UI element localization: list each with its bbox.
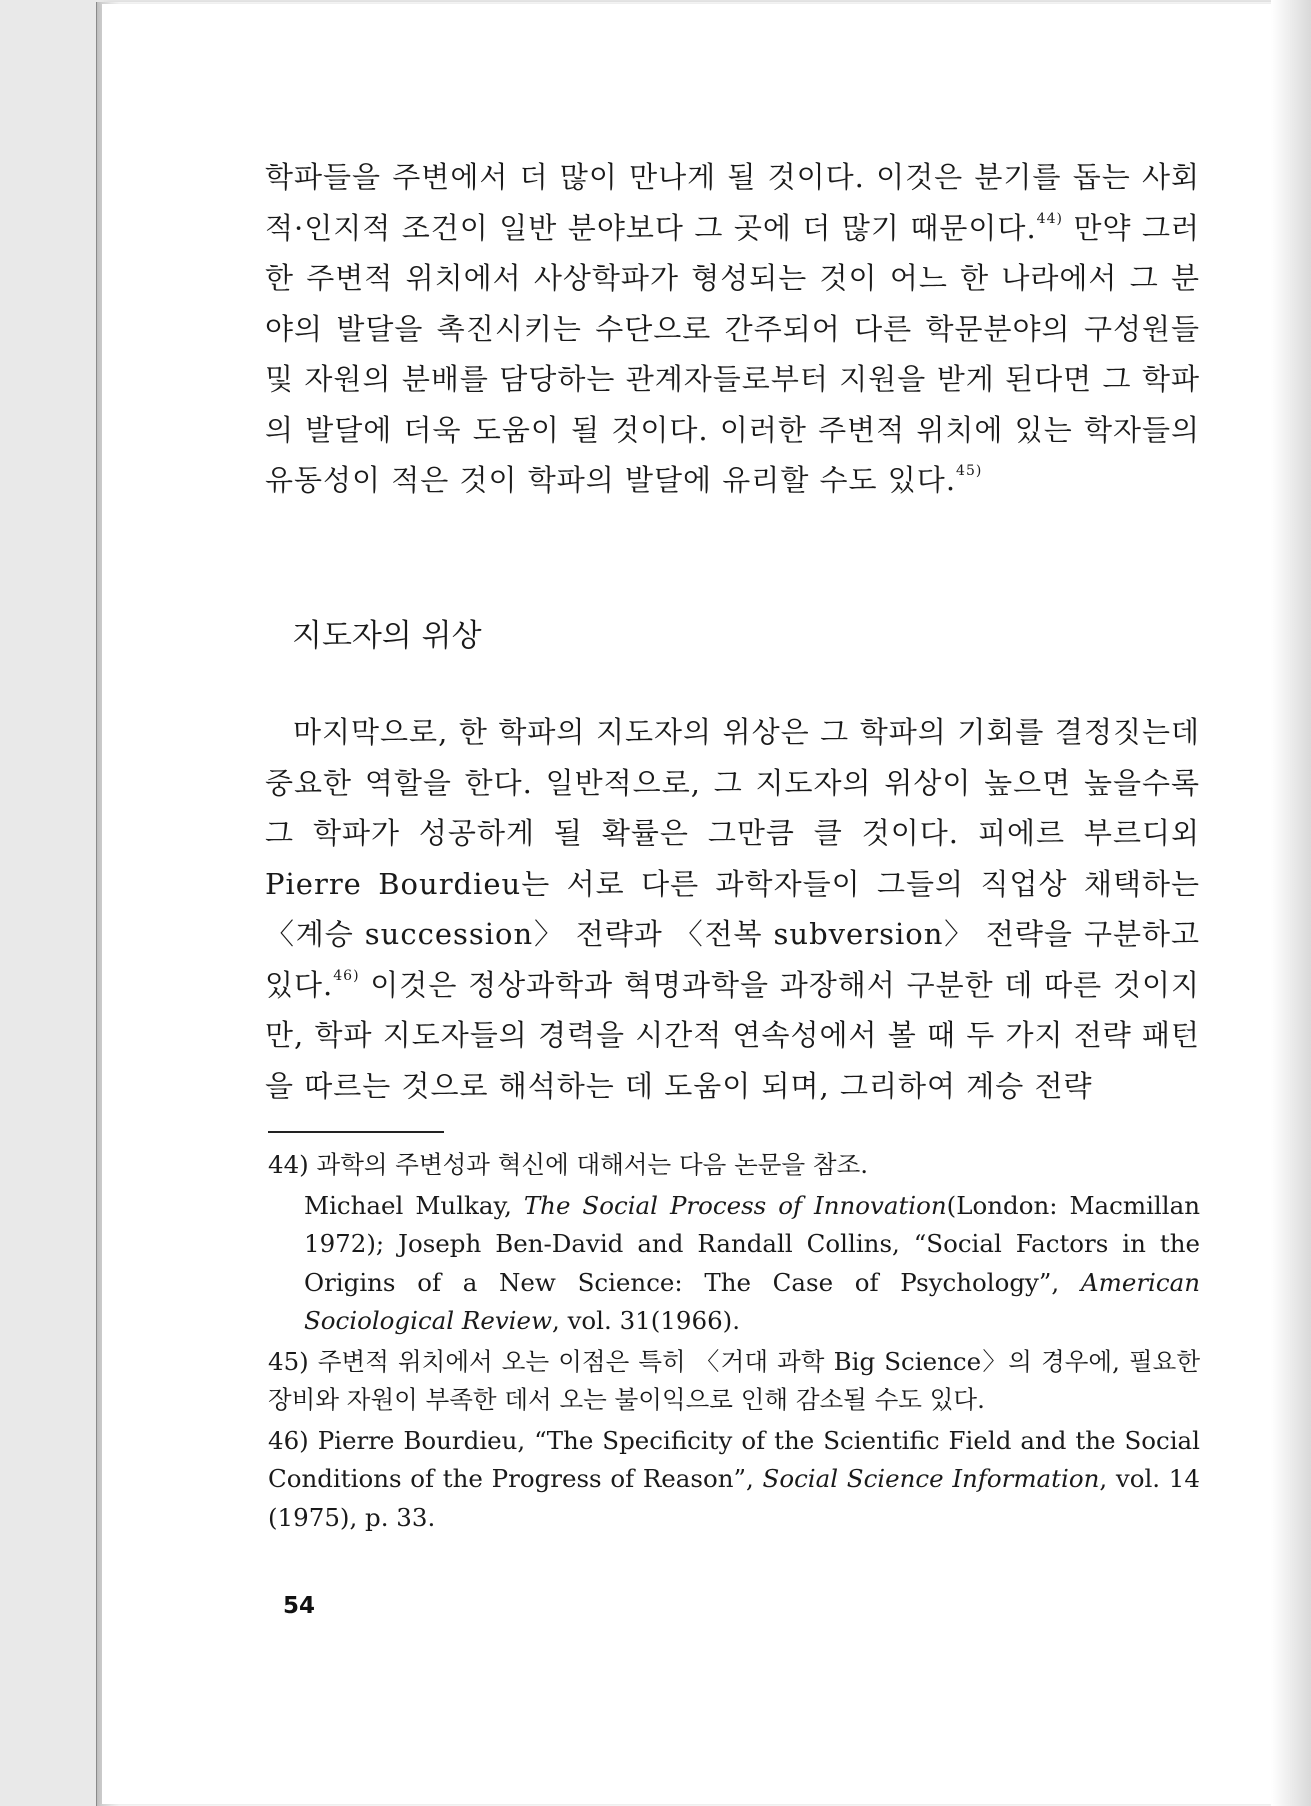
paragraph-2-text-a: 마지막으로, 한 학파의 지도자의 위상은 그 학파의 기회를 결정짓는데 중요한 역할을 한다. 일반적으로, 그 지도자의 위상이 높으면 높을수록 그 학파가 성공하게 될 확률은 그만큼 클 것이다. 피에르 부르디외 Pierre Bourdieu는 서로 다른 과학자들이 그들의 직업상 채택하는 〈계승 succession〉 전략과 〈전복 subversion〉 전략을 구분하고 있다. [265,715,1200,1002]
footnote-44-journal: American Sociological Review [304,1267,1200,1335]
footnote-46-journal: Social Science Information [762,1464,1100,1493]
footnote-46-citation: 46) Pierre Bourdieu, “The Specificity of the Scientific Field and the Social Conditions of the Progress of Reason”, [268,1425,1200,1493]
footnote-44-author: Michael Mulkay, [304,1190,524,1220]
paragraph-1-text-b: 만약 그러한 주변적 위치에서 사상학파가 형성되는 것이 어느 한 나라에서 그 분야의 발달을 촉진시키는 수단으로 간주되어 다른 학문분야의 구성원들 및 자원의 분배를 담당하는 관계자들로부터 지원을 받게 된다면 그 학파의 발달에 더욱 도움이 될 것이다. 이러한 주변적 위치에 있는 학자들의 유동성이 적은 것이 학파의 발달에 유리할 수도 있다. [265,210,1200,497]
footnote-44-citation: (London: Macmillan 1972); Joseph Ben-David and Randall Collins, “Social Factors in the Origins of a New Science: The Case of Psychology”, [304,1190,1200,1297]
footnote-44-body [268,1187,1200,1341]
page-gutter-shadow [1271,0,1311,1806]
footnote-ref-44[interactable]: 44) [1036,210,1063,227]
body-paragraph-1 [265,152,1200,506]
footnote-45: 45) 주변적 위치에서 오는 이점은 특히 〈거대 과학 Big Science〉의 경우에, 필요한 장비와 자원이 부족한 데서 오는 불이익으로 인해 감소될 수도 있다. [268,1346,1200,1414]
footnote-46-volume: , vol. 14 (1975), p. 33. [268,1464,1200,1532]
footnote-separator [268,1131,444,1133]
footnote-ref-45[interactable]: 45) [956,463,983,480]
footnote-44-volume: , vol. 31(1966). [552,1306,741,1335]
footnotes [268,1146,1200,1539]
footnote-46 [268,1422,1200,1538]
footnote-44-head: 44) 과학의 주변성과 혁신에 대해서는 다음 논문을 참조. [268,1150,869,1179]
paragraph-2-text-b: 이것은 정상과학과 혁명과학을 과장해서 구분한 데 따른 것이지만, 학파 지도자들의 경력을 시간적 연속성에서 볼 때 두 가지 전략 패턴을 따르는 것으로 해석하는 데 도움이 되며, 그리하여 계승 전략 [265,967,1201,1103]
paragraph-1-text-a: 학파들을 주변에서 더 많이 만나게 될 것이다. 이것은 분기를 돕는 사회적·인지적 조건이 일반 분야보다 그 곳에 더 많기 때문이다. [265,160,1200,245]
section-heading: 지도자의 위상 [292,618,482,654]
footnote-44-book-title: The Social Process of Innovation [523,1190,947,1220]
footnote-ref-46[interactable]: 46) [333,967,360,984]
body-paragraph-2 [265,707,1200,1111]
page-number: 54 [283,1593,316,1619]
